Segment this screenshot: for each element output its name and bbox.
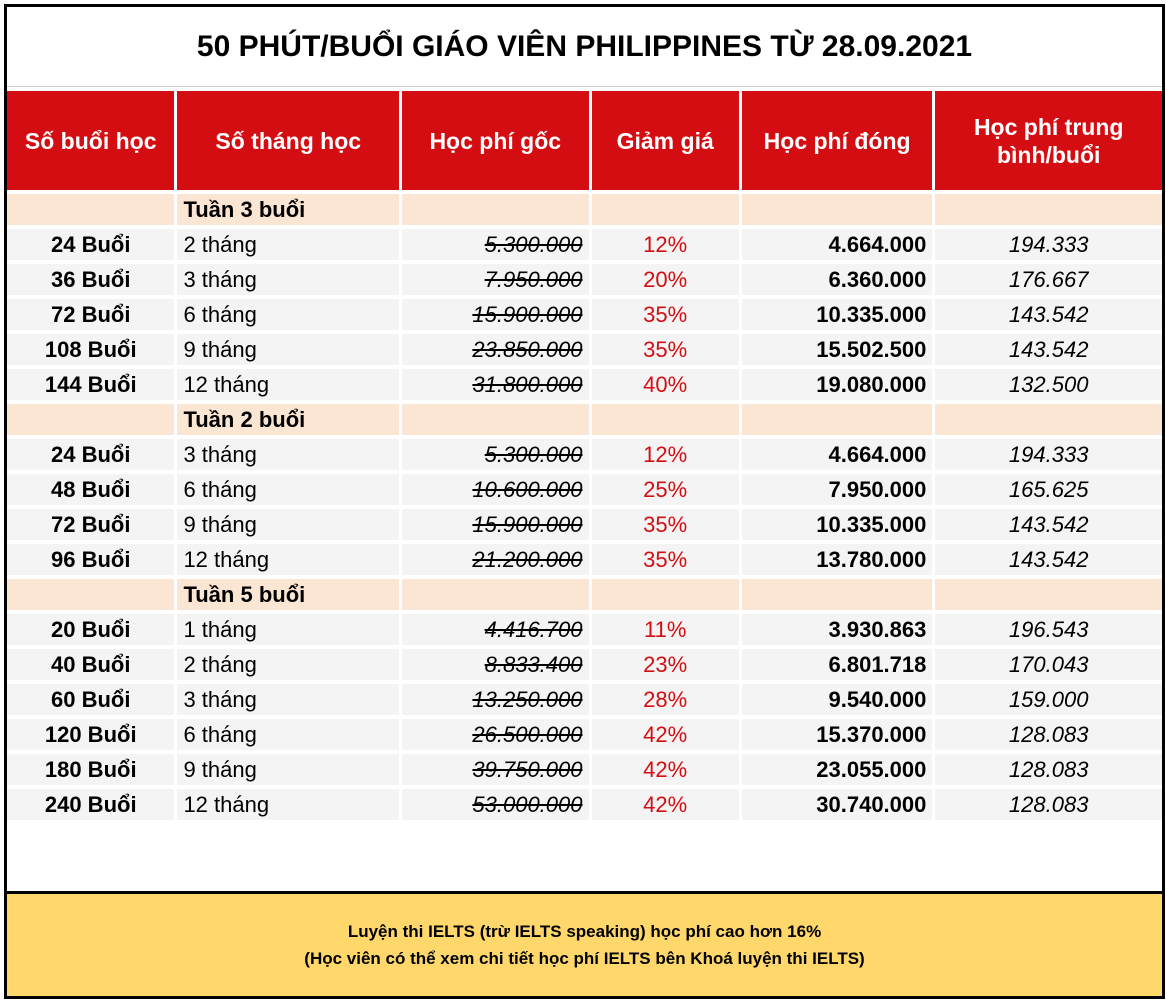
average-fee-cell: 128.083 (935, 719, 1162, 750)
discount-cell: 42% (592, 789, 739, 820)
discount-cell: 35% (592, 334, 739, 365)
group-empty-cell (7, 579, 174, 610)
months-cell: 9 tháng (177, 754, 399, 785)
sessions-cell: 72 Buổi (7, 509, 174, 540)
average-fee-cell: 143.542 (935, 334, 1162, 365)
discount-cell: 28% (592, 684, 739, 715)
paid-fee-cell: 6.801.718 (742, 649, 933, 680)
group-row (7, 404, 1162, 435)
table-row (7, 684, 1162, 715)
note-line-1: Luyện thi IELTS (trừ IELTS speaking) học phí cao hơn 16% (347, 922, 822, 941)
sessions-cell: 36 Buổi (7, 264, 174, 295)
discount-cell: 35% (592, 544, 739, 575)
group-empty-cell (742, 404, 933, 435)
group-row (7, 579, 1162, 610)
discount-cell: 35% (592, 299, 739, 330)
sessions-cell: 144 Buổi (7, 369, 174, 400)
discount-cell: 12% (592, 439, 739, 470)
sessions-cell: 20 Buổi (7, 614, 174, 645)
group-empty-cell (402, 579, 588, 610)
average-fee-cell: 176.667 (935, 264, 1162, 295)
sessions-cell: 72 Buổi (7, 299, 174, 330)
paid-fee-cell: 10.335.000 (742, 299, 933, 330)
page-title: 50 PHÚT/BUỔI GIÁO VIÊN PHILIPPINES TỪ 28.09.2021 (7, 7, 1162, 87)
sessions-cell: 40 Buổi (7, 649, 174, 680)
months-cell: 6 tháng (177, 299, 399, 330)
discount-cell: 40% (592, 369, 739, 400)
average-fee-cell: 143.542 (935, 509, 1162, 540)
group-empty-cell (402, 194, 588, 225)
paid-fee-cell: 4.664.000 (742, 439, 933, 470)
sessions-cell: 120 Buổi (7, 719, 174, 750)
discount-cell: 35% (592, 509, 739, 540)
table-row (7, 299, 1162, 330)
average-fee-cell: 159.000 (935, 684, 1162, 715)
paid-fee-cell: 19.080.000 (742, 369, 933, 400)
average-fee-cell: 196.543 (935, 614, 1162, 645)
discount-cell: 25% (592, 474, 739, 505)
average-fee-cell: 165.625 (935, 474, 1162, 505)
original-fee-cell: 7.950.000 (402, 264, 588, 295)
sessions-cell: 24 Buổi (7, 439, 174, 470)
table-row (7, 439, 1162, 470)
months-cell: 2 tháng (177, 229, 399, 260)
original-fee-cell: 5.300.000 (402, 439, 588, 470)
original-fee-cell: 21.200.000 (402, 544, 588, 575)
table-row (7, 719, 1162, 750)
group-empty-cell (592, 579, 739, 610)
average-fee-cell: 194.333 (935, 439, 1162, 470)
group-row (7, 194, 1162, 225)
sessions-cell: 96 Buổi (7, 544, 174, 575)
months-cell: 12 tháng (177, 789, 399, 820)
original-fee-cell: 31.800.000 (402, 369, 588, 400)
group-name: Tuần 3 buổi (177, 194, 399, 225)
original-fee-cell: 8.833.400 (402, 649, 588, 680)
group-name: Tuần 2 buổi (177, 404, 399, 435)
discount-cell: 23% (592, 649, 739, 680)
months-cell: 3 tháng (177, 264, 399, 295)
paid-fee-cell: 10.335.000 (742, 509, 933, 540)
original-fee-cell: 26.500.000 (402, 719, 588, 750)
group-empty-cell (7, 194, 174, 225)
months-cell: 1 tháng (177, 614, 399, 645)
table-row (7, 649, 1162, 680)
discount-cell: 11% (592, 614, 739, 645)
sessions-cell: 108 Buổi (7, 334, 174, 365)
price-table-panel (4, 4, 1165, 999)
sessions-cell: 24 Buổi (7, 229, 174, 260)
group-empty-cell (7, 404, 174, 435)
months-cell: 3 tháng (177, 439, 399, 470)
header-paid-fee: Học phí đóng (742, 91, 933, 190)
header-sessions: Số buổi học (7, 91, 174, 190)
paid-fee-cell: 6.360.000 (742, 264, 933, 295)
sessions-cell: 60 Buổi (7, 684, 174, 715)
paid-fee-cell: 15.370.000 (742, 719, 933, 750)
paid-fee-cell: 13.780.000 (742, 544, 933, 575)
group-empty-cell (935, 579, 1162, 610)
table-row (7, 509, 1162, 540)
table-row (7, 334, 1162, 365)
header-original-fee: Học phí gốc (402, 91, 588, 190)
original-fee-cell: 10.600.000 (402, 474, 588, 505)
price-table (4, 87, 1165, 824)
sessions-cell: 180 Buổi (7, 754, 174, 785)
table-header-row (7, 91, 1162, 190)
average-fee-cell: 128.083 (935, 754, 1162, 785)
original-fee-cell: 5.300.000 (402, 229, 588, 260)
group-empty-cell (935, 194, 1162, 225)
months-cell: 3 tháng (177, 684, 399, 715)
average-fee-cell: 132.500 (935, 369, 1162, 400)
average-fee-cell: 128.083 (935, 789, 1162, 820)
months-cell: 6 tháng (177, 719, 399, 750)
paid-fee-cell: 7.950.000 (742, 474, 933, 505)
header-average-fee: Học phí trung bình/buổi (935, 91, 1162, 190)
table-row (7, 789, 1162, 820)
group-name: Tuần 5 buổi (177, 579, 399, 610)
average-fee-cell: 143.542 (935, 299, 1162, 330)
original-fee-cell: 13.250.000 (402, 684, 588, 715)
paid-fee-cell: 3.930.863 (742, 614, 933, 645)
original-fee-cell: 15.900.000 (402, 299, 588, 330)
discount-cell: 42% (592, 754, 739, 785)
table-row (7, 369, 1162, 400)
discount-cell: 12% (592, 229, 739, 260)
sessions-cell: 240 Buổi (7, 789, 174, 820)
paid-fee-cell: 15.502.500 (742, 334, 933, 365)
header-months: Số tháng học (177, 91, 399, 190)
group-empty-cell (402, 404, 588, 435)
paid-fee-cell: 30.740.000 (742, 789, 933, 820)
paid-fee-cell: 4.664.000 (742, 229, 933, 260)
group-empty-cell (742, 579, 933, 610)
original-fee-cell: 23.850.000 (402, 334, 588, 365)
months-cell: 9 tháng (177, 334, 399, 365)
paid-fee-cell: 9.540.000 (742, 684, 933, 715)
group-empty-cell (742, 194, 933, 225)
average-fee-cell: 170.043 (935, 649, 1162, 680)
table-row (7, 614, 1162, 645)
months-cell: 12 tháng (177, 369, 399, 400)
table-row (7, 754, 1162, 785)
group-empty-cell (592, 404, 739, 435)
group-empty-cell (592, 194, 739, 225)
group-empty-cell (935, 404, 1162, 435)
header-discount: Giảm giá (592, 91, 739, 190)
note-line-2: (Học viên có thể xem chi tiết học phí IELTS bên Khoá luyện thi IELTS) (304, 949, 865, 968)
months-cell: 2 tháng (177, 649, 399, 680)
months-cell: 6 tháng (177, 474, 399, 505)
original-fee-cell: 15.900.000 (402, 509, 588, 540)
discount-cell: 20% (592, 264, 739, 295)
original-fee-cell: 39.750.000 (402, 754, 588, 785)
ielts-note (7, 891, 1162, 996)
paid-fee-cell: 23.055.000 (742, 754, 933, 785)
table-row (7, 264, 1162, 295)
discount-cell: 42% (592, 719, 739, 750)
original-fee-cell: 53.000.000 (402, 789, 588, 820)
months-cell: 12 tháng (177, 544, 399, 575)
average-fee-cell: 194.333 (935, 229, 1162, 260)
sessions-cell: 48 Buổi (7, 474, 174, 505)
table-row (7, 474, 1162, 505)
table-row (7, 544, 1162, 575)
months-cell: 9 tháng (177, 509, 399, 540)
average-fee-cell: 143.542 (935, 544, 1162, 575)
original-fee-cell: 4.416.700 (402, 614, 588, 645)
table-row (7, 229, 1162, 260)
